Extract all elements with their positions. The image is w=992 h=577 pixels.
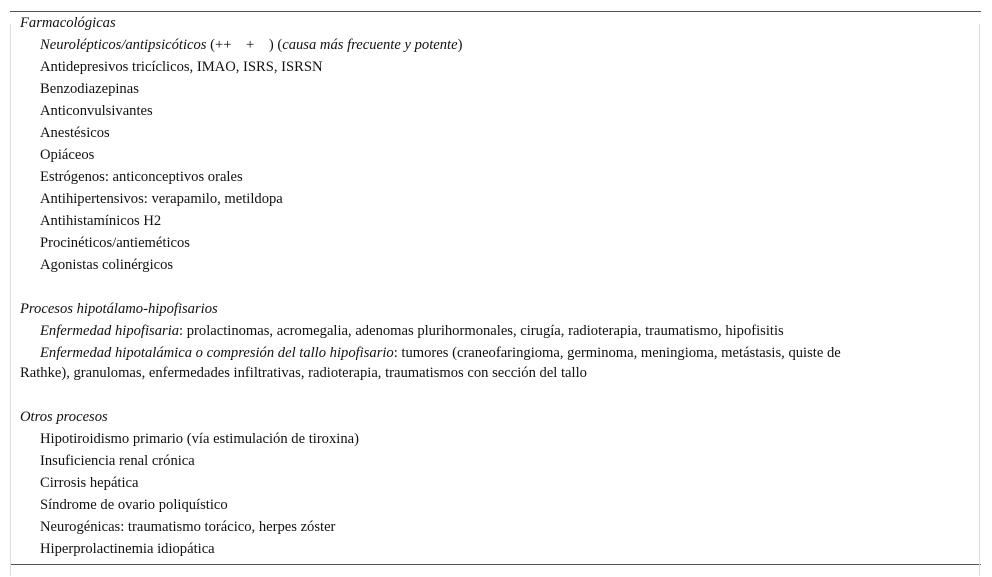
item-enfermedad-hipotalamica-cont: Rathke), granulomas, enfermedades infiltrativas, radioterapia, traumatismos con sección del tallo <box>20 365 587 381</box>
item-ovario-poliquistico: Síndrome de ovario poliquístico <box>40 497 228 513</box>
item-hipotiroidismo: Hipotiroidismo primario (vía estimulación de tiroxina) <box>40 431 359 447</box>
hipofisaria-text: : prolactinomas, acromegalia, adenomas plurihormonales, cirugía, radioterapia, traumatismo, hipofisitis <box>179 323 784 339</box>
item-agonistas: Agonistas colinérgicos <box>40 257 174 273</box>
item-anestesicos: Anestésicos <box>40 125 110 141</box>
item-antihistaminicos: Antihistamínicos H2 <box>40 213 162 229</box>
item-enfermedad-hipotalamica <box>40 343 841 363</box>
neurolepticos-label: Neurolépticos/antipsicóticos <box>40 37 207 53</box>
hipotalamica-label: Enfermedad hipotalámica o compresión del tallo hipofisario <box>40 345 394 361</box>
item-neurolepticos <box>40 35 462 55</box>
heading-otros: Otros procesos <box>20 409 108 425</box>
neurolepticos-note: causa más frecuente y potente <box>282 37 458 53</box>
item-antihipertensivos: Antihipertensivos: verapamilo, metildopa <box>40 191 283 207</box>
neurolepticos-marks: (++ + ) ( <box>206 37 283 53</box>
item-estrogenos: Estrógenos: anticonceptivos orales <box>40 169 243 185</box>
item-idiopatica: Hiperprolactinemia idiopática <box>40 541 215 557</box>
item-enfermedad-hipofisaria <box>40 321 784 341</box>
causes-table <box>10 11 981 565</box>
item-opiaceos: Opiáceos <box>40 147 95 163</box>
neurolepticos-end: ) <box>457 37 463 53</box>
item-procineticos: Procinéticos/antieméticos <box>40 235 190 251</box>
item-cirrosis: Cirrosis hepática <box>40 475 139 491</box>
item-anticonvulsivantes: Anticonvulsivantes <box>40 103 153 119</box>
hipotalamica-text: : tumores (craneofaringioma, germinoma, meningioma, metástasis, quiste de <box>393 345 841 361</box>
item-antidepresivos: Antidepresivos tricíclicos, IMAO, ISRS, ISRSN <box>40 59 323 75</box>
hipofisaria-label: Enfermedad hipofisaria <box>40 323 180 339</box>
heading-hipotalamo: Procesos hipotálamo-hipofisarios <box>20 301 218 317</box>
item-neurogenicas: Neurogénicas: traumatismo torácico, herpes zóster <box>40 519 336 535</box>
right-border <box>979 24 980 576</box>
left-border <box>10 24 11 576</box>
item-insuficiencia-renal: Insuficiencia renal crónica <box>40 453 195 469</box>
heading-farmacologicas: Farmacológicas <box>20 15 116 31</box>
item-benzodiazepinas: Benzodiazepinas <box>40 81 139 97</box>
